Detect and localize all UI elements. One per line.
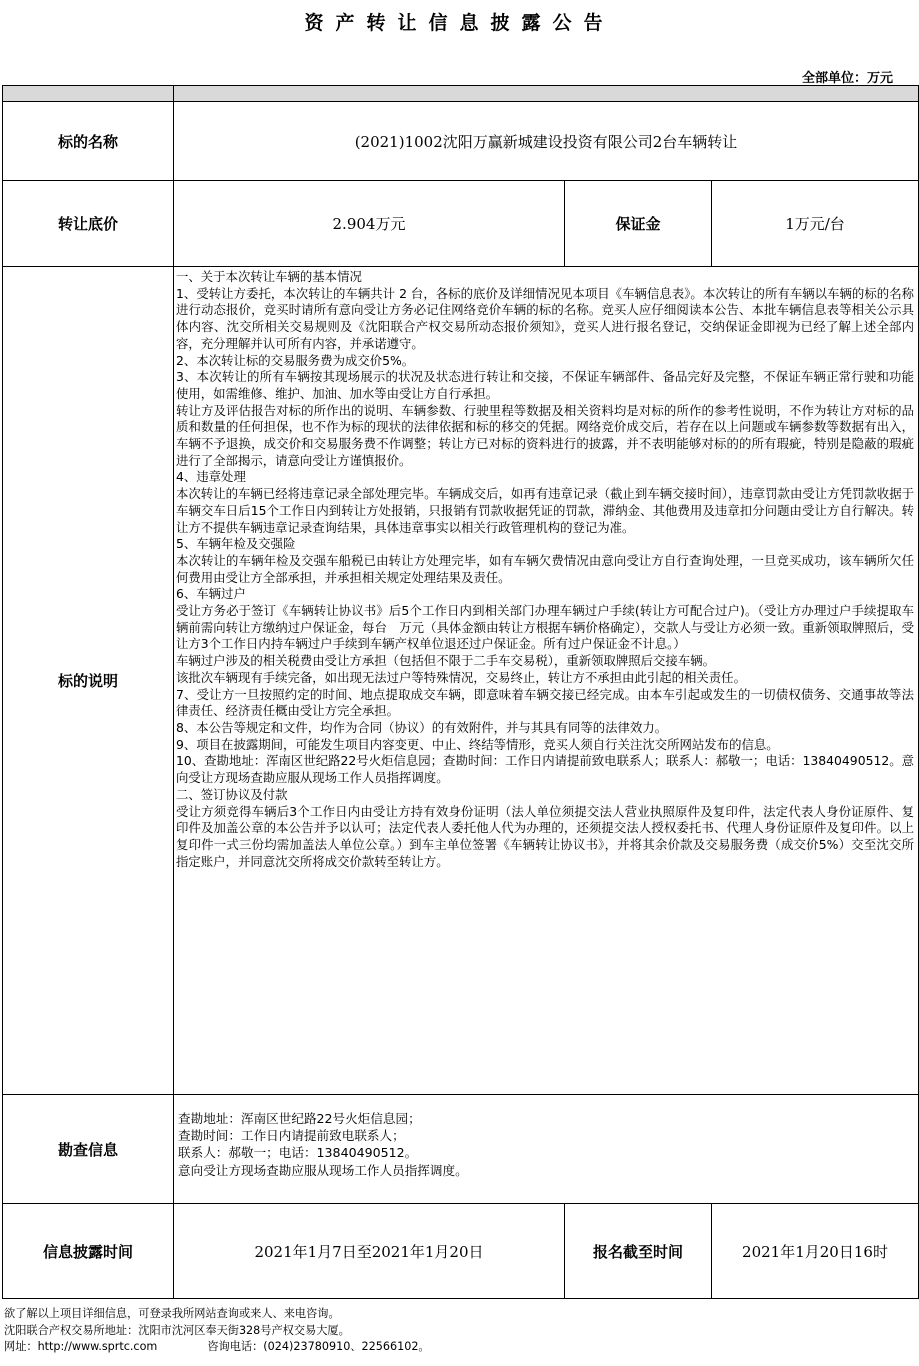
desc-line: 一、关于本次转让车辆的基本情况 bbox=[176, 269, 362, 284]
deadline-label: 报名截至时间 bbox=[565, 1204, 712, 1299]
desc-line: 受让方务必于签订《车辆转让协议书》后5个工作日内到相关部门办理车辆过户手续(转让方可配合过户)。（受让方办理过户手续提取车辆前需向转让方缴纳过户保证金，每台 万元（具体金额由转让方根据车辆价格确定），交款人与受让方必须一致。重新领取牌照后，受让方3个工作日内持车辆过户手续到车辆产权单位退还过户保证金。所有过户保证金不计息。） bbox=[176, 603, 915, 652]
footer-address-line: 沈阳联合产权交易所地址：沈阳市沈河区奉天街328号产权交易大厦。 bbox=[4, 1323, 350, 1337]
subject-name-label: 标的名称 bbox=[3, 102, 174, 181]
description-label: 标的说明 bbox=[3, 267, 174, 1095]
price-row bbox=[3, 181, 919, 267]
website-link[interactable]: 网址：http://www.sprtc.com bbox=[4, 1340, 158, 1353]
desc-line: 本次转让的车辆年检及交强车船税已由转让方处理完毕，如有车辆欠费情况由意向受让方自行查询处理，一旦竞买成功，该车辆所欠任何费用由受让方全部承担，并承担相关规定处理结果及责任。 bbox=[176, 552, 915, 585]
desc-line: 6、车辆过户 bbox=[176, 586, 246, 602]
desc-line: 7、受让方一旦按照约定的时间、地点提取成交车辆，即意味着车辆交接已经完成。由本车引起或发生的一切债权债务、交通事故等法律责任、经济责任概由受让方完全承担。 bbox=[176, 686, 915, 719]
desc-line: 转让方及评估报告对标的所作出的说明、车辆参数、行驶里程等数据及相关资料均是对标的所作的参考性说明，不作为转让方对标的品质和数量的任何担保，也不作为标的现状的法律依据和标的移交的凭据。网络竞价成交后，若存在以上问题或车辆参数等数据有出入，车辆不予退换，成交价和交易服务费不作调整；转让方已对标的资料进行的披露，并不表明能够对标的的所有瑕疵，特别是隐蔽的瑕疵进行了全部揭示，请意向受让方谨慎报价。 bbox=[176, 402, 915, 468]
subject-name-row bbox=[3, 102, 919, 181]
desc-line: 5、车辆年检及交强险 bbox=[176, 536, 296, 552]
subject-name-value: (2021)1002沈阳万赢新城建设投资有限公司2台车辆转让 bbox=[174, 102, 919, 181]
desc-line: 4、违章处理 bbox=[176, 469, 246, 485]
base-price-value: 2.904万元 bbox=[174, 181, 565, 267]
footer-contact-line bbox=[4, 1339, 430, 1356]
announcement-table bbox=[2, 85, 919, 1299]
desc-line: 受让方须竞得车辆后3个工作日内由受让方持有效身份证明（法人单位须提交法人营业执照原件及复印件，法定代表人身份证原件、复印件及加盖公章的本公告并予以认可；法定代表人委托他人代为办理的，还须提交法人授权委托书、代理人身份证原件及复印件。以上复印件一式三份均需加盖法人单位公章。）到车主单位签署《车辆转让协议书》，并将其余价款及交易服务费（成交价5%）交至沈交所指定账户，并同意沈交所将成交价款转至转让方。 bbox=[176, 803, 915, 869]
footer-info-line: 欲了解以上项目详细信息，可登录我所网站查询或来人、来电咨询。 bbox=[4, 1307, 340, 1320]
inspection-label: 勘查信息 bbox=[3, 1095, 174, 1204]
desc-line: 9、项目在披露期间，可能发生项目内容变更、中止、终结等情形，竞买人须自行关注沈交所网站发布的信息。 bbox=[176, 736, 779, 752]
table-header-row bbox=[3, 86, 919, 102]
page-title: 资产转让信息披露公告 bbox=[304, 12, 615, 34]
description-text bbox=[174, 267, 919, 1095]
inspection-text bbox=[174, 1095, 919, 1204]
desc-line: 8、本公告等规定和文件，均作为合同（协议）的有效附件，并与其具有同等的法律效力。 bbox=[176, 719, 668, 735]
deposit-label: 保证金 bbox=[565, 181, 712, 267]
inspection-line: 查勘地址：浑南区世纪路22号火炬信息园； bbox=[178, 1111, 421, 1126]
disclosure-time-label: 信息披露时间 bbox=[3, 1204, 174, 1299]
inspection-row bbox=[3, 1095, 919, 1204]
unit-note: 全部单位：万元 bbox=[801, 71, 893, 86]
inspection-line: 意向受让方现场查勘应服从现场工作人员指挥调度。 bbox=[178, 1162, 468, 1178]
inspection-line: 联系人：郝敬一；电话：13840490512。 bbox=[178, 1145, 418, 1161]
footer bbox=[4, 1306, 430, 1356]
description-row bbox=[3, 267, 919, 1095]
desc-line: 车辆过户涉及的相关税费由受让方承担（包括但不限于二手车交易税），重新领取牌照后交接车辆。 bbox=[176, 653, 715, 669]
desc-line: 3、本次转让的所有车辆按其现场展示的状况及状态进行转让和交接，不保证车辆部件、备品完好及完整，不保证车辆正常行驶和功能使用，如需维修、维护、加油、加水等由受让方自行承担。 bbox=[176, 369, 915, 401]
deadline-value: 2021年1月20日16时 bbox=[712, 1204, 919, 1299]
time-row bbox=[3, 1204, 919, 1299]
desc-line: 本次转让的车辆已经将违章记录全部处理完毕。车辆成交后，如再有违章记录（截止到车辆交接时间），违章罚款由受让方凭罚款收据于车辆交车日后15个工作日内到转让方处报销，只报销有罚款收据凭证的罚款，滞纳金、其他费用及违章扣分问题由受让方自行解决。转让方不提供车辆违章记录查询结果，具体违章事实以相关行政管理机构的登记为准。 bbox=[176, 486, 915, 535]
deposit-value: 1万元/台 bbox=[712, 181, 919, 267]
desc-line: 1、受转让方委托，本次转让的车辆共计 2 台，各标的底价及详细情况见本项目《车辆信息表》。本次转让的所有车辆以车辆的标的名称进行动态报价，竞买时请所有意向受让方务必记住网络竞价车辆的标的名称。竞买人应仔细阅读本公告、本批车辆信息表等相关公示具体内容、沈交所相关交易规则及《沈阳联合产权交易所动态报价须知》，竞买人进行报名登记，交纳保证金即视为已经了解上述全部内容，充分理解并认可所有内容，并承诺遵守。 bbox=[176, 285, 915, 351]
phone-text: 咨询电话：(024)23780910、22566102。 bbox=[207, 1340, 430, 1353]
desc-line: 10、查勘地址：浑南区世纪路22号火炬信息园；查勘时间：工作日内请提前致电联系人；联系人：郝敬一；电话：13840490512。意向受让方现场查勘应服从现场工作人员指挥调度。 bbox=[176, 753, 915, 786]
base-price-label: 转让底价 bbox=[3, 181, 174, 267]
desc-line: 该批次车辆现有手续完备，如出现无法过户等特殊情况，交易终止，转让方不承担由此引起的相关责任。 bbox=[176, 669, 746, 685]
disclosure-time-value: 2021年1月7日至2021年1月20日 bbox=[174, 1204, 565, 1299]
desc-line: 二、签订协议及付款 bbox=[176, 786, 288, 802]
inspection-line: 查勘时间：工作日内请提前致电联系人； bbox=[178, 1128, 405, 1144]
desc-line: 2、本次转让标的交易服务费为成交价5%。 bbox=[176, 352, 415, 368]
